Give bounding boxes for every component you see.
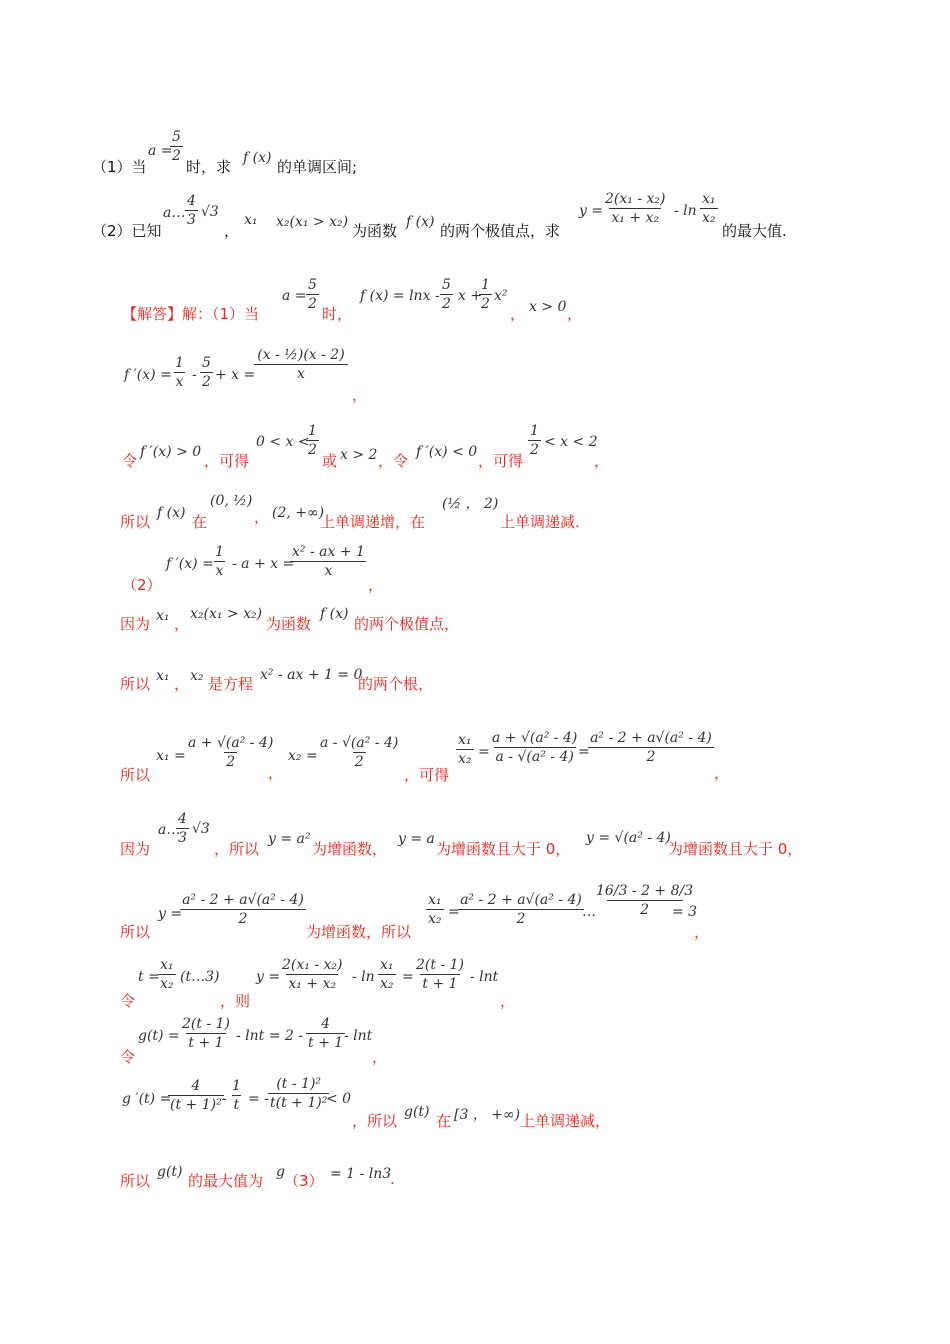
a10-big: $\frac{16/3 - 2 + 8/3}{2}$ <box>596 883 694 918</box>
a11-c: ，则 <box>220 992 251 1010</box>
a13-lt0: < 0 <box>326 1091 352 1107</box>
a8-comma2: ， <box>714 764 730 782</box>
a4-int2: (2, +∞) <box>272 505 325 521</box>
a11-cond: (t…3) <box>180 969 220 985</box>
a1-f52: $\frac{5}{2}$ <box>442 277 451 312</box>
a4-t3: 上单调递增，在 <box>320 513 426 531</box>
a12-g-eq: g(t) = <box>138 1028 180 1044</box>
a2-f52: $\frac{5}{2}$ <box>202 355 211 390</box>
a1-x2: x² <box>494 288 508 304</box>
a7-x1: x₁ <box>156 668 170 684</box>
q2-minus-ln: - ln <box>674 203 697 219</box>
a13-f2: $\frac{1}{t}$ <box>232 1078 241 1113</box>
q2-label: （2）已知 <box>92 222 162 240</box>
a8-res: $\frac{\text{a² - 2 + a√(a² - 4)}}{2}$ <box>588 729 714 766</box>
a14-dot: . <box>390 1170 395 1188</box>
q2-fx: f (x) <box>406 214 435 230</box>
a3-ineq2: < x < 2 <box>544 434 598 450</box>
a5-rest: - a + x = <box>232 556 295 572</box>
a14-t1: 所以 <box>120 1172 151 1190</box>
a11-xfrac: $\frac{\text{x₁}}{\text{x₂}}$ <box>380 957 394 992</box>
a7-t2: 是方程 <box>208 675 254 693</box>
a1-text: 时， <box>322 305 353 323</box>
a8-x2eq: x₂ = <box>288 748 318 764</box>
a11-lnt: - lnt <box>470 969 499 985</box>
a8-t1: 所以 <box>120 766 151 784</box>
a1-f12: $\frac{1}{2}$ <box>481 277 490 312</box>
a12-gf: $\frac{2(t - 1)}{t + 1}$ <box>182 1016 230 1051</box>
a3-fp-lt: f ′(x) < 0 <box>416 444 478 460</box>
a2-fp: f ′(x) = <box>124 367 172 383</box>
a11-minus-ln: - ln <box>352 969 375 985</box>
a8-x1eq: x₁ = <box>156 748 186 764</box>
a11-ling: 令 <box>120 992 136 1010</box>
q2-x1: x₁ <box>244 212 258 228</box>
a8-comma: ， <box>268 764 284 782</box>
a8-x2frac: $\frac{\text{a - √(a² - 4)}}{2}$ <box>320 735 399 770</box>
a13-gp: g ′(t) = <box>122 1091 172 1107</box>
a1-a-eq: a = <box>282 288 307 304</box>
a12-rest: - lnt = 2 - <box>236 1028 304 1044</box>
q1-text1: 时，求 <box>186 158 232 176</box>
a4-int3: (½ ， 2) <box>442 496 499 512</box>
a1-comma2: ， <box>567 305 583 323</box>
a10-t2: 为增函数，所以 <box>306 923 412 941</box>
a9-y2: y = a <box>398 831 435 847</box>
a9-t4: 为增函数且大于 0， <box>436 840 571 858</box>
a3-ineq1: 0 < x < <box>256 434 310 450</box>
a13-int: [3 ， +∞) <box>454 1107 521 1123</box>
a4-t2: 在 <box>192 513 208 531</box>
a6-fx: f (x) <box>320 606 349 622</box>
a14-t2: 的最大值为 <box>188 1172 264 1190</box>
a11-comma: ， <box>500 992 516 1010</box>
a8-ratio: $\frac{\text{x₁}}{\text{x₂}}$ <box>458 732 472 767</box>
a9-y1: y = a² <box>268 831 311 847</box>
q1-fx: f (x) <box>243 150 272 166</box>
q2-xfrac: $\frac{\text{x₁}}{\text{x₂}}$ <box>702 191 716 226</box>
a6-t2: 为函数 <box>266 615 312 633</box>
a13-f3: $\frac{\text{(t - 1)²}}{\text{t(t + 1)²}}$ <box>270 1076 328 1111</box>
a7-t1: 所以 <box>120 675 151 693</box>
a1-xgt0: x > 0 <box>529 299 567 315</box>
a3-half2: $\frac{1}{2}$ <box>530 423 539 458</box>
a9-a-ge: a… <box>158 822 181 838</box>
a7-t3: 的两个根， <box>358 675 434 693</box>
a7-x2: x₂ <box>190 668 204 684</box>
a6-x1: x₁ <box>156 608 170 624</box>
a3-c3: ，可得 <box>478 452 524 470</box>
a13-t3: 上单调递减， <box>520 1112 611 1130</box>
a7-comma: ， <box>174 675 190 693</box>
q2-text3: 的最大值. <box>722 222 787 240</box>
a13-t2: 在 <box>436 1112 452 1130</box>
a9-t2: ，所以 <box>214 840 260 858</box>
a8-x1frac: $\frac{\text{a + √(a² - 4)}}{2}$ <box>188 735 274 770</box>
a14-res: = 1 - ln3 <box>330 1166 392 1182</box>
a9-sqrt3: √3 <box>192 821 210 837</box>
a10-eq: = <box>448 904 460 920</box>
q2-sqrt3: √3 <box>201 204 219 220</box>
a6-x2cond: x₂(x₁ > x₂) <box>190 606 263 622</box>
a4-comma: ， <box>254 508 270 526</box>
q2-x2cond: x₂(x₁ > x₂) <box>276 214 349 230</box>
q1-label: （1）当 <box>92 158 147 176</box>
a2-comma: ， <box>352 386 368 404</box>
a6-t1: 因为 <box>120 615 151 633</box>
q1-frac: $\frac{5}{2}$ <box>172 129 181 164</box>
a13-eq: = - <box>248 1091 269 1107</box>
a10-yfrac: $\frac{\text{a² - 2 + a√(a² - 4)}}{2}$ <box>180 891 306 928</box>
a13-minus: - <box>222 1091 227 1107</box>
a3-or: 或 <box>322 452 338 470</box>
a9-t1: 因为 <box>120 840 151 858</box>
a8-rfrac: $\frac{\text{a + √(a² - 4)}}{\text{a - √(a² - 4)}}$ <box>492 730 578 765</box>
a11-y-eq: y = <box>256 969 281 985</box>
a5-comma: ， <box>368 576 384 594</box>
a4-fx: f (x) <box>157 505 186 521</box>
a8-eq2: = <box>578 744 590 760</box>
a11-t-eq: t = <box>138 969 160 985</box>
q2-frac: $\frac{4}{3}$ <box>187 193 196 228</box>
a7-eq: x² - ax + 1 = 0 <box>260 667 363 683</box>
a6-comma: ， <box>174 615 190 633</box>
a11-tf: $\frac{2(t - 1)}{t + 1}$ <box>416 957 464 992</box>
a14-t3: （3） <box>284 1172 324 1190</box>
q2-comma: ， <box>224 222 240 240</box>
a14-g: g <box>276 1164 285 1180</box>
a1-frac: $\frac{5}{2}$ <box>308 277 317 312</box>
a2-plus-x: + x = <box>215 367 256 383</box>
a1-f-eq: f (x) = lnx - <box>360 288 440 304</box>
a9-t5: 为增函数且大于 0， <box>668 840 803 858</box>
a8-eq: = <box>478 744 490 760</box>
a12-ling: 令 <box>120 1048 136 1066</box>
a10-ge: … <box>582 904 596 920</box>
a12-lnt: - lnt <box>344 1028 373 1044</box>
a3-half: $\frac{1}{2}$ <box>308 423 317 458</box>
a10-comma: ， <box>694 923 710 941</box>
q2-text1: 为函数 <box>352 222 398 240</box>
a10-eq3: = 3 <box>672 904 698 920</box>
q1-a-eq: a = <box>148 143 173 159</box>
a2-minus: - <box>192 367 197 383</box>
a13-gt: g(t) <box>404 1104 430 1120</box>
a10-rfrac: $\frac{\text{a² - 2 + a√(a² - 4)}}{2}$ <box>458 891 584 928</box>
a11-yfrac: $\frac{\text{2(x₁ - x₂)}}{\text{x₁ + x₂}}$ <box>282 957 343 992</box>
a10-t1: 所以 <box>120 923 151 941</box>
a13-f1: $\frac{4}{\text{(t + 1)²}}$ <box>170 1078 222 1113</box>
a12-comma: ， <box>372 1048 388 1066</box>
q2-y-eq: y = <box>579 203 604 219</box>
a12-f4: $\frac{4}{t + 1}$ <box>308 1016 344 1051</box>
a13-t1: ，所以 <box>352 1112 398 1130</box>
q2-yfrac: $\frac{\text{2(x₁ - x₂)}}{\text{x₁ + x₂}}$ <box>605 191 666 226</box>
a5-big: $\frac{\text{x² - ax + 1}}{x}$ <box>292 544 365 579</box>
a9-t3: 为增函数， <box>312 840 388 858</box>
a5-f1: $\frac{1}{x}$ <box>215 544 224 579</box>
a14-gt: g(t) <box>157 1164 183 1180</box>
a9-y3: y = √(a² - 4) <box>586 830 671 846</box>
a4-t4: 上单调递减. <box>500 513 580 531</box>
a11-eq: = <box>402 969 414 985</box>
a10-ratio: $\frac{\text{x₁}}{\text{x₂}}$ <box>428 892 442 927</box>
a3-c1: ，可得 <box>204 452 250 470</box>
a11-tfrac: $\frac{\text{x₁}}{\text{x₂}}$ <box>160 957 174 992</box>
q2-a-ge: a… <box>163 205 186 221</box>
q1-text2: 的单调区间; <box>277 158 358 176</box>
a10-y-eq: y = <box>158 906 183 922</box>
a4-int1: (0, ½) <box>210 493 253 509</box>
a1-comma: ， <box>510 305 526 323</box>
a1-x-plus: x + <box>458 288 483 304</box>
a4-t1: 所以 <box>120 513 151 531</box>
a5-label: （2） <box>122 576 162 594</box>
a8-t2: ，可得 <box>404 766 450 784</box>
a9-frac: $\frac{4}{3}$ <box>178 811 187 846</box>
a2-f1: $\frac{1}{x}$ <box>175 355 184 390</box>
a6-t3: 的两个极值点， <box>354 615 460 633</box>
a3-xgt2: x > 2 <box>340 447 378 463</box>
a2-big: $\frac{\text{(x - ½)(x - 2)}}{x}$ <box>254 346 348 383</box>
a3-ling: 令 <box>122 452 138 470</box>
answer-head: 【解答】解：（1）当 <box>122 305 260 323</box>
q2-text2: 的两个极值点，求 <box>440 222 561 240</box>
a3-c2: ，令 <box>378 452 409 470</box>
a3-fp-gt: f ′(x) > 0 <box>140 444 202 460</box>
a3-c4: ， <box>594 452 610 470</box>
a5-fp: f ′(x) = <box>166 556 214 572</box>
